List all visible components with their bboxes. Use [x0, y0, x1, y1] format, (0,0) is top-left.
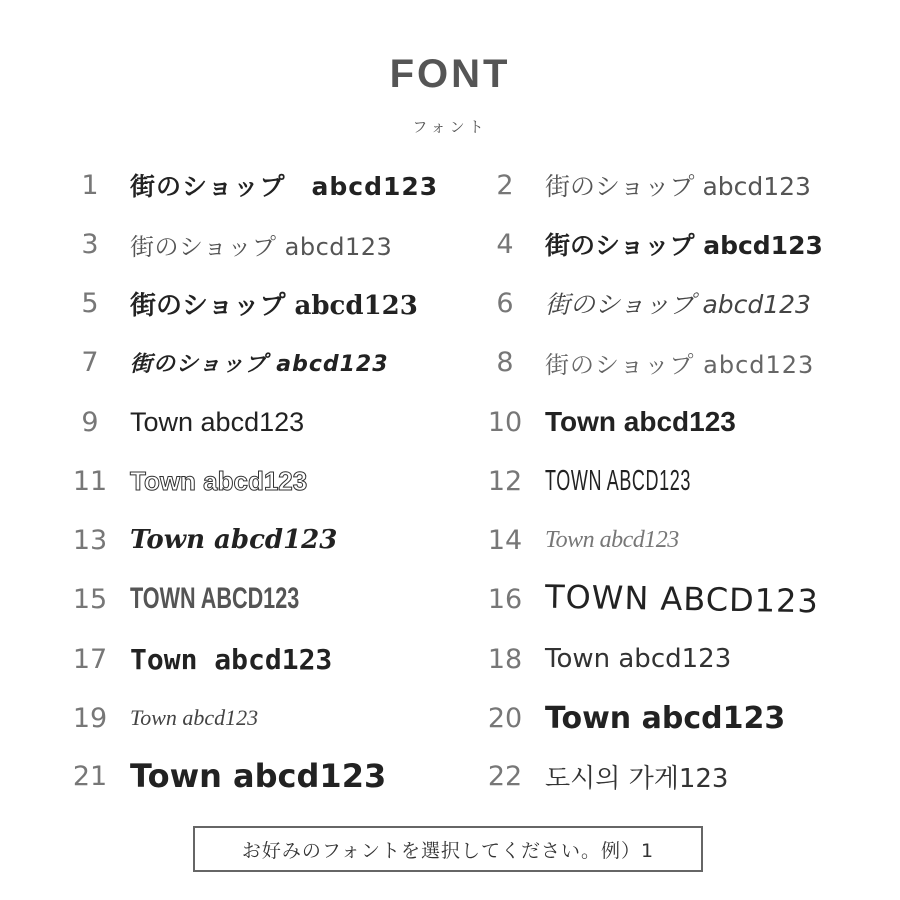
font-number: 16 [487, 583, 523, 615]
font-number: 18 [487, 643, 523, 675]
page-title: FONT [389, 52, 511, 96]
font-sample: 街のショップ abcd123 [130, 351, 389, 377]
font-sample: Town abcd123 [130, 406, 305, 437]
font-number: 15 [72, 583, 108, 615]
font-option-22 [477, 754, 728, 798]
font-option-10 [477, 400, 736, 444]
font-number: 11 [72, 465, 108, 497]
font-sample: Town abcd123 [130, 465, 308, 496]
font-number: 22 [487, 760, 523, 792]
font-option-14 [477, 518, 679, 562]
font-sample: 街のショップ abcd123 [130, 232, 393, 261]
font-sample: 도시의 가게123 [545, 763, 729, 794]
font-sample: 街のショップ abcd123 [545, 290, 811, 319]
font-option-17 [62, 637, 332, 681]
font-option-15 [62, 577, 365, 621]
font-sample: Town abcd123 [130, 642, 333, 676]
font-number: 10 [487, 406, 523, 438]
font-option-1 [62, 163, 438, 207]
font-sample: 街のショップ abcd123 [545, 172, 811, 201]
font-sample: 街のショップ abcd123 [130, 172, 439, 201]
font-option-6 [477, 281, 811, 325]
font-sample: Town abcd123 [130, 525, 338, 555]
font-number: 2 [496, 169, 514, 201]
font-sample: TOWN ABCD123 [545, 464, 692, 497]
font-option-20 [477, 696, 785, 740]
font-option-8 [477, 340, 814, 384]
font-option-9 [62, 400, 304, 444]
font-sample: 街のショップ abcd123 [545, 350, 815, 379]
font-sample: Town abcd123 [130, 705, 259, 730]
font-option-21 [62, 754, 386, 798]
font-sample: Town abcd123 [545, 644, 732, 674]
font-option-11 [62, 459, 307, 503]
instruction-note [193, 826, 703, 872]
font-sample: TOWN ABCD123 [544, 577, 820, 621]
font-sample: Town abcd123 [130, 757, 387, 795]
font-number: 13 [72, 524, 108, 556]
font-option-16 [477, 577, 819, 621]
font-number: 8 [496, 346, 514, 378]
font-number: 6 [496, 287, 514, 319]
font-number: 1 [81, 169, 99, 201]
font-option-4 [477, 222, 823, 266]
font-number: 3 [81, 228, 99, 260]
font-sample: Town abcd123 [545, 526, 679, 553]
font-number: 9 [81, 406, 99, 438]
font-option-19 [62, 696, 258, 740]
font-option-3 [62, 222, 392, 266]
font-option-2 [477, 163, 811, 207]
font-number: 21 [72, 760, 108, 792]
font-sample: Town abcd123 [545, 406, 736, 437]
font-sample: Town abcd123 [545, 700, 786, 736]
font-number: 5 [81, 287, 99, 319]
font-sample: TOWN ABCD123 [130, 582, 300, 615]
font-number: 20 [487, 702, 523, 734]
font-number: 17 [72, 643, 108, 675]
font-number: 14 [487, 524, 523, 556]
font-number: 4 [496, 228, 514, 260]
font-sample: 街のショップ abcd123 [545, 231, 823, 260]
font-option-18 [477, 637, 731, 681]
font-number: 12 [487, 465, 523, 497]
font-option-7 [62, 340, 389, 384]
instruction-text: お好みのフォントを選択してください。例）1 [241, 839, 655, 862]
font-option-12 [477, 459, 780, 503]
page-subtitle: フォント [412, 118, 488, 136]
font-option-13 [62, 518, 337, 562]
font-number: 19 [72, 702, 108, 734]
font-number: 7 [81, 346, 99, 378]
font-sample: 街のショップ abcd123 [130, 290, 418, 321]
font-option-5 [62, 281, 418, 325]
